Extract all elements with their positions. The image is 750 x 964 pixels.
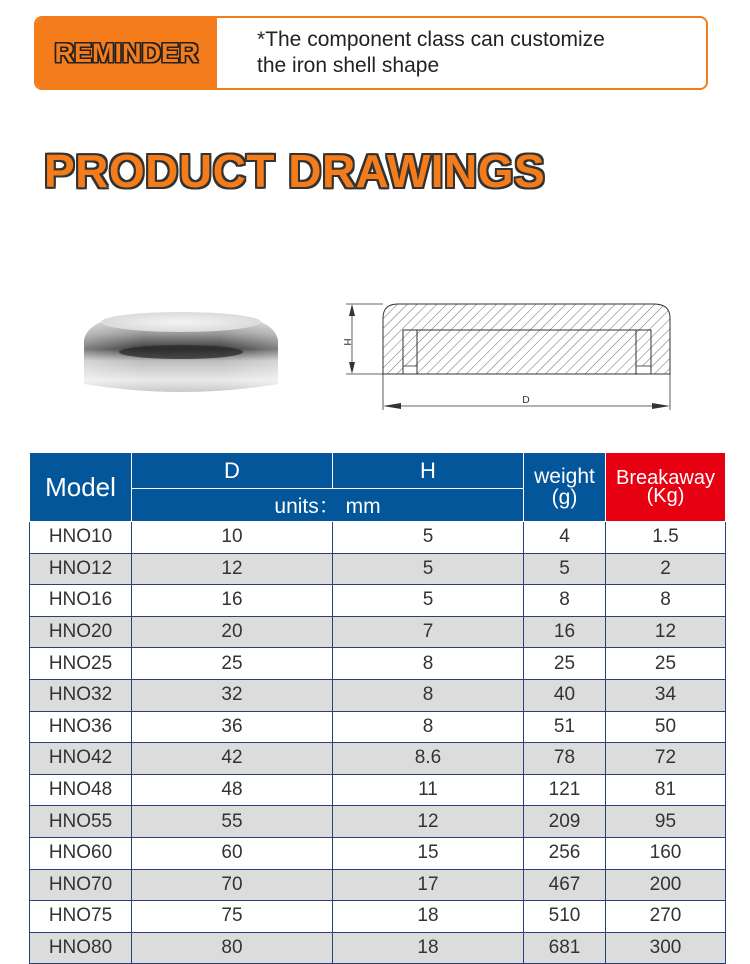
cell-model: HNO48	[30, 774, 132, 806]
table-row	[30, 522, 726, 554]
table-row	[30, 711, 726, 743]
cell-h: 7	[333, 616, 524, 648]
cell-breakaway: 50	[606, 711, 726, 743]
header-weight-unit: (g)	[551, 486, 578, 509]
cell-d: 60	[132, 837, 333, 869]
cell-breakaway: 2	[606, 553, 726, 585]
cell-h: 5	[333, 553, 524, 585]
table-row	[30, 585, 726, 617]
cell-model: HNO25	[30, 648, 132, 680]
cell-weight: 5	[524, 553, 606, 585]
cell-weight: 78	[524, 743, 606, 775]
cell-breakaway: 8	[606, 585, 726, 617]
spec-table	[29, 452, 726, 964]
cell-h: 11	[333, 774, 524, 806]
cell-breakaway: 270	[606, 901, 726, 933]
cell-breakaway: 1.5	[606, 522, 726, 554]
cell-d: 75	[132, 901, 333, 933]
reminder-text	[217, 18, 605, 88]
cell-breakaway: 95	[606, 806, 726, 838]
header-breakaway-label: Breakaway	[616, 467, 715, 489]
cell-model: HNO12	[30, 553, 132, 585]
cell-model: HNO75	[30, 901, 132, 933]
cell-h: 17	[333, 869, 524, 901]
cell-weight: 40	[524, 679, 606, 711]
cell-breakaway: 34	[606, 679, 726, 711]
cell-breakaway: 160	[606, 837, 726, 869]
cell-d: 16	[132, 585, 333, 617]
cell-d: 36	[132, 711, 333, 743]
cell-h: 8.6	[333, 743, 524, 775]
table-row	[30, 869, 726, 901]
product-photo	[78, 300, 284, 400]
cell-model: HNO42	[30, 743, 132, 775]
cell-d: 12	[132, 553, 333, 585]
header-breakaway	[606, 453, 726, 522]
cell-h: 18	[333, 932, 524, 964]
cell-d: 32	[132, 679, 333, 711]
spec-table-body	[30, 522, 726, 964]
cell-breakaway: 72	[606, 743, 726, 775]
cell-breakaway: 300	[606, 932, 726, 964]
table-row	[30, 553, 726, 585]
header-weight	[524, 453, 606, 522]
cell-breakaway: 81	[606, 774, 726, 806]
cell-d: 10	[132, 522, 333, 554]
cell-weight: 256	[524, 837, 606, 869]
cell-weight: 467	[524, 869, 606, 901]
header-model: Model	[30, 453, 132, 522]
table-row	[30, 806, 726, 838]
cell-h: 8	[333, 711, 524, 743]
cell-model: HNO55	[30, 806, 132, 838]
cell-h: 15	[333, 837, 524, 869]
table-row	[30, 616, 726, 648]
cell-d: 48	[132, 774, 333, 806]
header-d: D	[132, 453, 333, 489]
cell-h: 5	[333, 585, 524, 617]
header-breakaway-unit: (Kg)	[646, 485, 685, 507]
cell-weight: 51	[524, 711, 606, 743]
height-label: H	[341, 338, 352, 346]
cell-model: HNO20	[30, 616, 132, 648]
cell-weight: 209	[524, 806, 606, 838]
table-row	[30, 901, 726, 933]
cell-breakaway: 25	[606, 648, 726, 680]
cell-breakaway: 200	[606, 869, 726, 901]
cell-model: HNO70	[30, 869, 132, 901]
table-row	[30, 774, 726, 806]
cell-weight: 4	[524, 522, 606, 554]
table-row	[30, 932, 726, 964]
cell-weight: 8	[524, 585, 606, 617]
diameter-label: D	[522, 395, 530, 406]
table-row	[30, 743, 726, 775]
header-weight-label: weight	[534, 465, 595, 488]
reminder-banner	[34, 16, 708, 90]
reminder-tag	[36, 18, 217, 88]
cell-model: HNO32	[30, 679, 132, 711]
cell-model: HNO10	[30, 522, 132, 554]
cell-h: 12	[333, 806, 524, 838]
cell-model: HNO36	[30, 711, 132, 743]
section-title: PRODUCT DRAWINGS	[44, 145, 546, 197]
cell-d: 80	[132, 932, 333, 964]
cross-section-drawing	[336, 296, 676, 416]
cell-model: HNO16	[30, 585, 132, 617]
cell-d: 20	[132, 616, 333, 648]
cell-h: 8	[333, 679, 524, 711]
cell-h: 8	[333, 648, 524, 680]
cell-d: 55	[132, 806, 333, 838]
cell-weight: 121	[524, 774, 606, 806]
cell-weight: 510	[524, 901, 606, 933]
cell-h: 5	[333, 522, 524, 554]
header-units: units： mm	[132, 489, 524, 522]
cell-d: 42	[132, 743, 333, 775]
table-row	[30, 679, 726, 711]
cell-breakaway: 12	[606, 616, 726, 648]
cell-model: HNO60	[30, 837, 132, 869]
table-row	[30, 648, 726, 680]
reminder-line-1: *The component class can customize	[257, 28, 605, 51]
cell-d: 70	[132, 869, 333, 901]
cell-weight: 25	[524, 648, 606, 680]
cell-model: HNO80	[30, 932, 132, 964]
cell-h: 18	[333, 901, 524, 933]
reminder-line-2: the iron shell shape	[257, 54, 440, 77]
cell-weight: 681	[524, 932, 606, 964]
cell-weight: 16	[524, 616, 606, 648]
cell-d: 25	[132, 648, 333, 680]
reminder-tag-label: REMINDER	[54, 37, 199, 68]
table-row	[30, 837, 726, 869]
header-h: H	[333, 453, 524, 489]
